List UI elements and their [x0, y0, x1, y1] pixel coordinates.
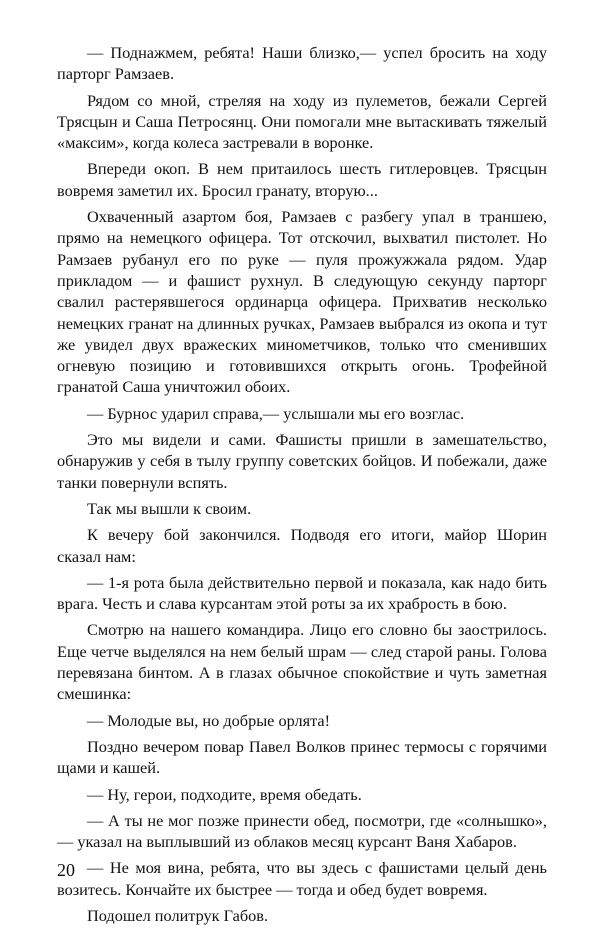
page-number: 20 [57, 860, 75, 880]
body-text [57, 42, 547, 931]
paragraph: Поздно вечером повар Павел Волков принес термосы с горячими щами и кашей. [57, 736, 547, 778]
paragraph: Охваченный азартом боя, Рамзаев с разбегу упал в траншею, прямо на немецкого офицера. Тот отскочил, выхватил пистолет. Но Рамзаев рубанул его по руке — пуля прожужжала рядом. Удар прикладом — и фашист рухнул. В следующую секунду парторг свалил растерявшегося ординарца офицера. Прихватив несколько немецких гранат на длинных ручках, Рамзаев выбрался из окопа и тут же увидел двух вражеских минометчиков, только что сменивших огневую позицию и готовившихся открыть огонь. Трофейной гранатой Саша уничтожил обоих. [57, 207, 547, 397]
paragraph: Рядом со мной, стреляя на ходу из пулеметов, бежали Сергей Трясцын и Саша Петросянц. Они помогали мне вытаскивать тяжелый «максим», когда колеса застревали в воронке. [57, 90, 547, 153]
paragraph: — Бурнос ударил справа,— услышали мы его возглас. [87, 403, 465, 423]
paragraph: — А ты не мог позже принести обед, посмотри, где «солнышко»,— указал на выплывший из облаков месяц курсант Ваня Хабаров. [57, 810, 547, 852]
paragraph: К вечеру бой закончился. Подводя его итоги, майор Шорин сказал нам: [57, 525, 547, 566]
paragraph: — 1-я рота была действительно первой и показала, как надо бить врага. Честь и слава курсантам этой роты за их храбрость в бою. [57, 572, 547, 614]
paragraph: Так мы вышли к своим. [87, 498, 252, 518]
paragraph: — Поднажмем, ребята! Наши близко,— успел бросить на ходу парторг Рамзаев. [57, 43, 547, 84]
paragraph: Впереди окоп. В нем притаилось шесть гитлеровцев. Трясцын вовремя заметил их. Бросил гранату, вторую... [57, 159, 547, 200]
paragraph: — Молодые вы, но добрые орлята! [87, 710, 331, 730]
paragraph: Подошел политрук Габов. [87, 905, 269, 925]
paragraph: Это мы видели и сами. Фашисты пришли в замешательство, обнаружив у себя в тылу группу советских бойцов. И побежали, даже танки повернули вспять. [57, 430, 547, 492]
paragraph: Смотрю на нашего командира. Лицо его словно бы заострилось. Еще четче выделялся на нем белый шрам — след старой раны. Голова перевязана бинтом. А в глазах обычное спокойствие и чуть заметная смешинка: [57, 620, 547, 704]
paragraph: — Ну, герои, подходите, время обедать. [87, 784, 362, 804]
paragraph: — Не моя вина, ребята, что вы здесь с фашистами целый день возитесь. Кончайте их быстрее — тогда и обед будет вовремя. [57, 858, 547, 899]
